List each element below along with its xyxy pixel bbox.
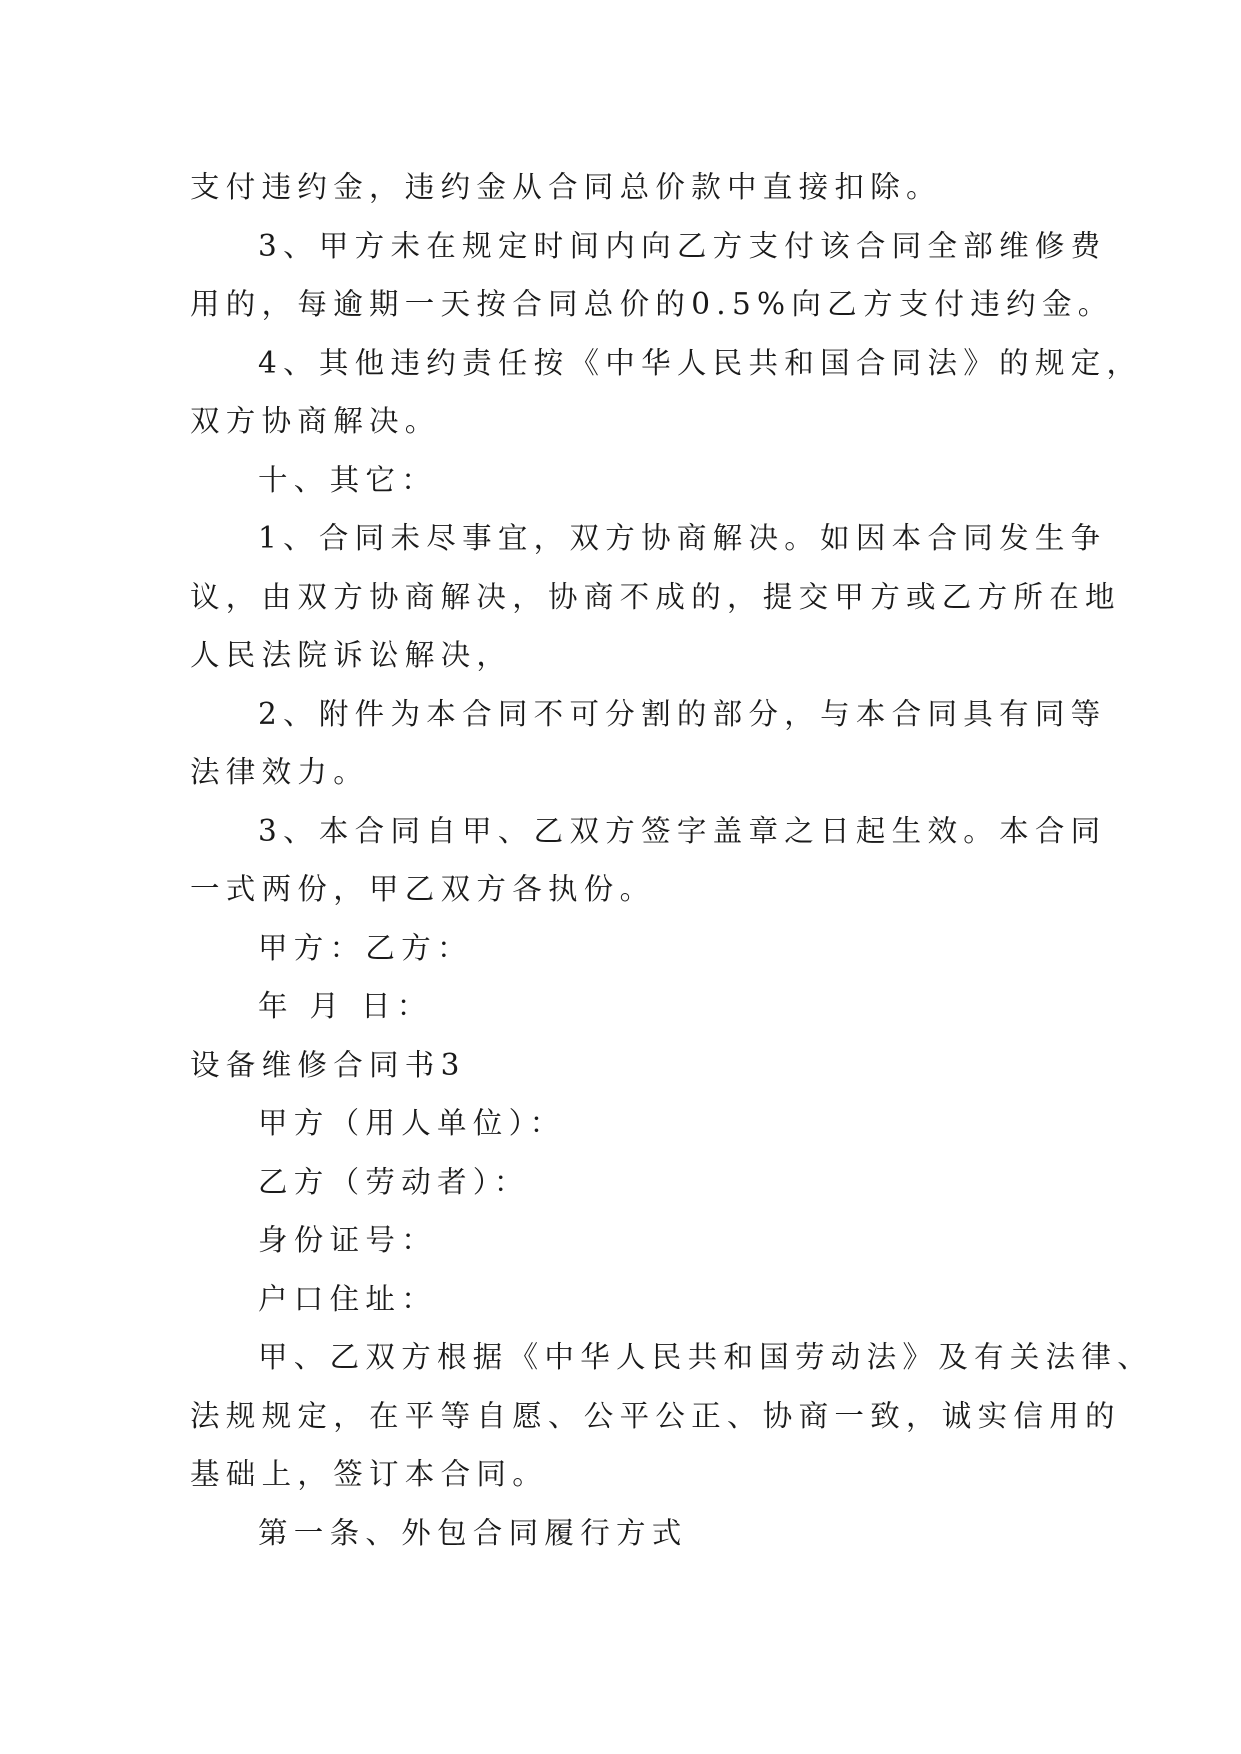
text-line: 3、甲方未在规定时间内向乙方支付该合同全部维修费: [258, 228, 1107, 263]
text-line: 用的，每逾期一天按合同总价的0.5%向乙方支付违约金。: [190, 287, 1114, 321]
text-line: 1、合同未尽事宜，双方协商解决。如因本合同发生争: [258, 521, 1107, 555]
text-line: 议，由双方协商解决，协商不成的，提交甲方或乙方所在地: [190, 579, 1121, 614]
article-heading: 第一条、外包合同履行方式: [258, 1515, 688, 1550]
text-line: 一式两份，甲乙双方各执份。: [190, 872, 656, 906]
contract-title: 设备维修合同书3: [190, 1047, 466, 1082]
text-line: 基础上，签订本合同。: [190, 1457, 549, 1491]
text-line: 支付违约金，违约金从合同总价款中直接扣除。: [190, 170, 942, 204]
party-a-field: 甲方（用人单位）：: [258, 1106, 566, 1140]
text-line: 甲、乙双方根据《中华人民共和国劳动法》及有关法律、: [258, 1340, 1154, 1374]
text-line: 4、其他违约责任按《中华人民共和国合同法》的规定，: [258, 345, 1143, 380]
section-heading: 十、其它：: [258, 462, 438, 497]
text-line: 双方协商解决。: [190, 404, 441, 438]
party-b-field: 乙方（劳动者）：: [258, 1164, 530, 1199]
signature-line: 甲方：乙方：: [258, 930, 473, 965]
text-line: 法规规定，在平等自愿、公平公正、协商一致，诚实信用的: [190, 1398, 1121, 1433]
id-number-field: 身份证号：: [258, 1223, 438, 1257]
date-line: 年 月 日：: [258, 989, 433, 1023]
address-field: 户口住址：: [258, 1281, 438, 1316]
document-body: [190, 158, 1154, 1562]
text-line: 法律效力。: [190, 755, 370, 789]
text-line: 3、本合同自甲、乙双方签字盖章之日起生效。本合同: [258, 813, 1107, 848]
text-line: 人民法院诉讼解决，: [190, 638, 513, 672]
text-line: 2、附件为本合同不可分割的部分，与本合同具有同等: [258, 696, 1107, 731]
